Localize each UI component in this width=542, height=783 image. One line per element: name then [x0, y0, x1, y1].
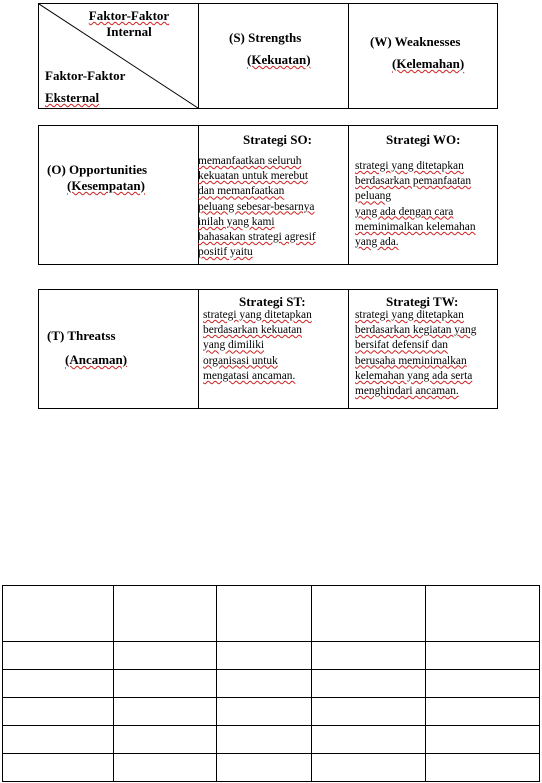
strategy-st-title: Strategi ST: [239, 294, 306, 309]
strengths-heading: (S) Strengths (Kekuatan) [229, 30, 311, 67]
strategy-wo-line: strategi yang ditetapkan [355, 160, 464, 172]
strategy-st-line: berdasarkan kekuatan [203, 324, 302, 337]
strategy-so-title: Strategi SO: [243, 132, 312, 147]
strategy-wo-line: meminimalkan kelemahan [355, 220, 476, 233]
strategy-so-line: bahasakan strategi agresif [198, 231, 316, 244]
table-cell [113, 670, 216, 698]
strategy-wo-line: peluang [355, 190, 392, 203]
strategy-tw-title: Strategi TW: [386, 294, 459, 309]
table-cell [3, 586, 114, 642]
internal-factors-label: Faktor-Faktor Internal [88, 8, 170, 39]
strategy-st-line: strategi yang ditetapkan [203, 309, 312, 321]
strategy-tw-line: strategi yang ditetapkan [355, 309, 464, 321]
table-cell [312, 698, 426, 726]
table-row [3, 726, 540, 754]
strategy-st-text [203, 308, 312, 384]
threats-label: (T) Threatss (Ancaman) [47, 328, 128, 367]
table-row [3, 754, 540, 782]
strategy-tw-line: berusaha meminimalkan [355, 354, 467, 367]
table-cell [312, 642, 426, 670]
strategy-so-line: memanfaatkan seluruh [198, 155, 302, 167]
strategy-st-line: yang dimiliki [203, 339, 265, 352]
swot-header-box [38, 3, 498, 109]
table-cell [312, 726, 426, 754]
strategy-so-text [198, 154, 316, 260]
strategy-wo-line: berdasarkan pemanfaatan [355, 175, 472, 188]
table-cell [426, 642, 540, 670]
strategy-so-line: positif yaitu [198, 246, 253, 259]
strategy-wo-line: yang ada dengan cara [355, 205, 454, 218]
table-cell [3, 726, 114, 754]
strategy-so-line: dan memanfaatkan [198, 185, 285, 198]
strategy-st-line: mengatasi ancaman. [203, 369, 296, 382]
table-cell [426, 698, 540, 726]
table-cell [216, 698, 312, 726]
table-cell [3, 642, 114, 670]
table-cell [426, 586, 540, 642]
opportunities-box [38, 125, 498, 265]
table-cell [113, 698, 216, 726]
strategy-so-line: peluang sebesar-besarnya [198, 200, 315, 213]
table-cell [113, 726, 216, 754]
table-row [3, 586, 540, 642]
strategy-tw-line: bersifat defensif dan [355, 339, 448, 352]
table-cell [113, 586, 216, 642]
strategy-tw-line: berdasarkan kegiatan yang [355, 324, 477, 337]
table-cell [3, 698, 114, 726]
strategy-tw-text [355, 308, 476, 399]
table-cell [216, 586, 312, 642]
opportunities-label: (O) Opportunities (Kesempatan) [47, 162, 148, 193]
table-row [3, 642, 540, 670]
table-cell [312, 754, 426, 782]
empty-table [2, 585, 540, 782]
weaknesses-heading: (W) Weaknesses (Kelemahan) [370, 34, 465, 71]
table-cell [426, 726, 540, 754]
strategy-so-line: kekuatan untuk merebut [198, 170, 309, 183]
threats-box [38, 289, 498, 409]
table-cell [113, 754, 216, 782]
table-row [3, 698, 540, 726]
table-cell [426, 754, 540, 782]
table-cell [426, 670, 540, 698]
table-cell [3, 670, 114, 698]
table-cell [312, 670, 426, 698]
strategy-wo-text [355, 159, 476, 250]
table-cell [312, 586, 426, 642]
strategy-tw-line: menghindari ancaman. [355, 385, 459, 398]
table-cell [216, 670, 312, 698]
table-cell [216, 726, 312, 754]
table-cell [113, 642, 216, 670]
table-cell [3, 754, 114, 782]
strategy-so-line: inilah yang kami [198, 215, 275, 228]
strategy-tw-line: kelemahan yang ada serta [355, 369, 473, 382]
strategy-wo-line: yang ada. [355, 236, 399, 249]
table-cell [216, 754, 312, 782]
strategy-st-line: organisasi untuk [203, 354, 278, 367]
strategy-wo-title: Strategi WO: [386, 132, 461, 147]
external-factors-label: Faktor-Faktor Eksternal [45, 68, 126, 105]
table-row [3, 670, 540, 698]
table-cell [216, 642, 312, 670]
